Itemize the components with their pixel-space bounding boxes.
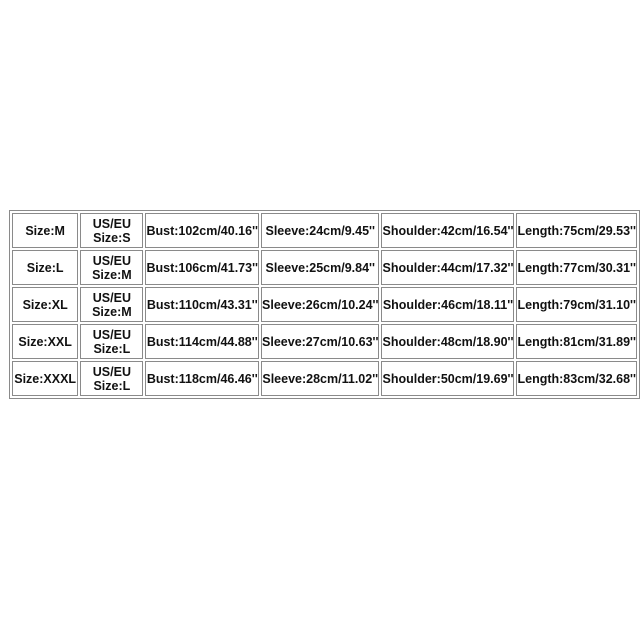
us-eu-size-value: Size:M [92,267,132,282]
bust-cell: Bust:118cm/46.46'' [145,361,259,396]
shoulder-cell: Shoulder:42cm/16.54'' [381,213,514,248]
length-cell: Length:83cm/32.68'' [516,361,637,396]
size-cell: Size:M [12,213,78,248]
shoulder-cell: Shoulder:46cm/18.11'' [381,287,514,322]
bust-cell: Bust:102cm/40.16'' [145,213,259,248]
us-eu-label: US/EU [92,327,131,342]
us-eu-size-cell [80,324,143,359]
length-cell: Length:75cm/29.53'' [516,213,637,248]
us-eu-label: US/EU [92,364,131,379]
sleeve-cell: Sleeve:27cm/10.63'' [261,324,379,359]
us-eu-label: US/EU [92,216,131,231]
sleeve-cell: Sleeve:24cm/9.45'' [261,213,379,248]
us-eu-size-cell [80,213,143,248]
sleeve-cell: Sleeve:28cm/11.02'' [261,361,379,396]
bust-cell: Bust:110cm/43.31'' [145,287,259,322]
us-eu-size-value: Size:L [93,378,131,393]
us-eu-size-cell [80,287,143,322]
shoulder-cell: Shoulder:50cm/19.69'' [381,361,514,396]
shoulder-cell: Shoulder:44cm/17.32'' [381,250,514,285]
size-chart-table [9,210,640,399]
us-eu-size-cell [80,361,143,396]
length-cell: Length:81cm/31.89'' [516,324,637,359]
bust-cell: Bust:106cm/41.73'' [145,250,259,285]
shoulder-cell: Shoulder:48cm/18.90'' [381,324,514,359]
length-cell: Length:79cm/31.10'' [516,287,637,322]
bust-cell: Bust:114cm/44.88'' [145,324,259,359]
size-cell: Size:XXL [12,324,78,359]
us-eu-label: US/EU [92,290,131,305]
table-row [12,361,637,396]
sleeve-cell: Sleeve:26cm/10.24'' [261,287,379,322]
size-cell: Size:L [12,250,78,285]
table-row [12,250,637,285]
size-cell: Size:XL [12,287,78,322]
us-eu-size-value: Size:L [93,341,131,356]
table-row [12,213,637,248]
table-row [12,324,637,359]
length-cell: Length:77cm/30.31'' [516,250,637,285]
us-eu-size-cell [80,250,143,285]
sleeve-cell: Sleeve:25cm/9.84'' [261,250,379,285]
size-cell: Size:XXXL [12,361,78,396]
us-eu-size-value: Size:S [93,230,131,245]
us-eu-label: US/EU [92,253,131,268]
us-eu-size-value: Size:M [92,304,132,319]
table-row [12,287,637,322]
